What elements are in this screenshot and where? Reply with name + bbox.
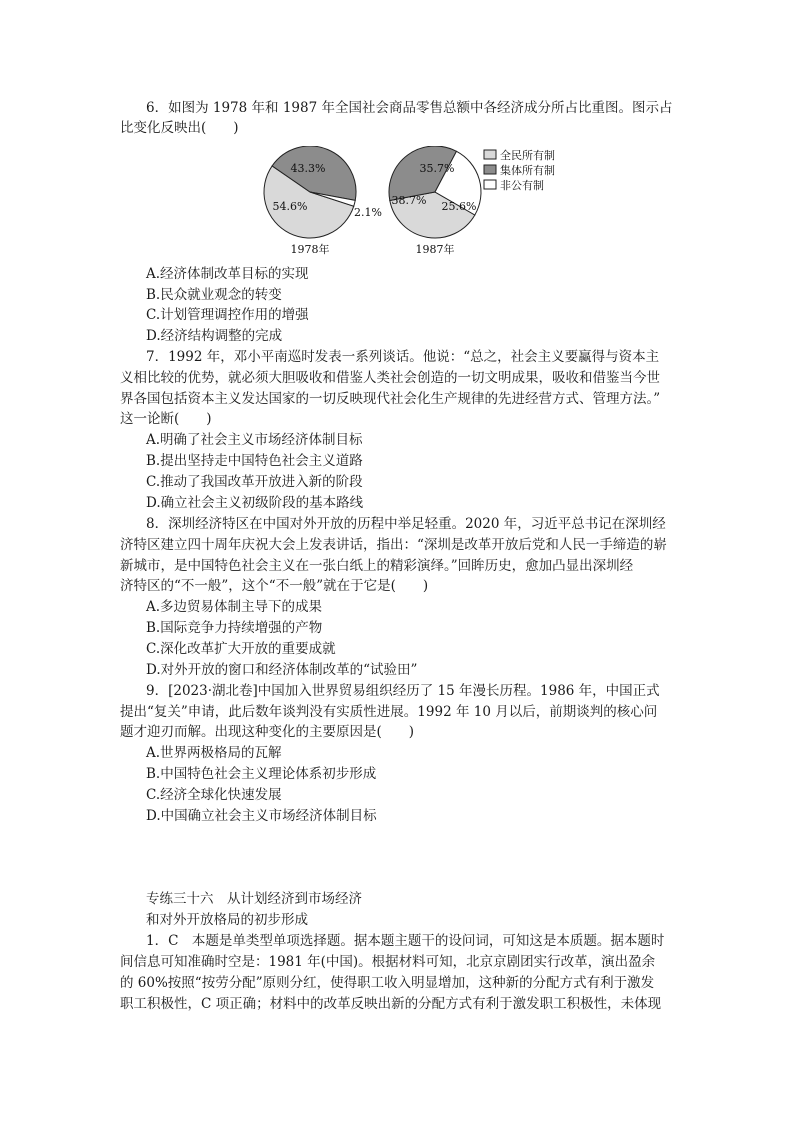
q8-line1: 8．深圳经济特区在中国对外开放的历程中举足轻重。2020 年，习近平总书记在深圳经 — [146, 516, 666, 532]
pie-charts — [262, 146, 602, 260]
answer-line2: 间信息可知准确时空是：1981 年(中国)。根据材料可知，北京京剧团实行改革，演出盈余 — [120, 954, 656, 970]
pie-1978-label: 1978年 — [290, 243, 330, 256]
q6-option-d: D.经济结构调整的完成 — [146, 328, 283, 344]
q8-line4: 济特区的“不一般”，这个“不一般”就在于它是( ) — [120, 578, 429, 594]
pie-value-label: 35.7% — [419, 162, 455, 175]
pie-value-label: 25.6% — [441, 200, 477, 213]
legend-label: 集体所有制 — [500, 164, 555, 177]
pie-1987-label: 1987年 — [415, 243, 455, 256]
q9-option-d: D.中国确立社会主义市场经济体制目标 — [146, 808, 377, 824]
legend-label: 非公有制 — [500, 179, 544, 192]
q7-option-d: D.确立社会主义初级阶段的基本路线 — [146, 495, 364, 511]
q6-option-a: A.经济体制改革目标的实现 — [146, 266, 309, 282]
legend — [484, 148, 555, 192]
q8-option-a: A.多边贸易体制主导下的成果 — [146, 599, 323, 615]
q7-option-a: A.明确了社会主义市场经济体制目标 — [146, 432, 363, 448]
legend-swatch — [484, 150, 496, 159]
pie-value-label: 54.6% — [272, 200, 308, 213]
q9-option-a: A.世界两极格局的瓦解 — [146, 745, 282, 761]
legend-swatch — [484, 165, 496, 174]
q9-option-c: C.经济全球化快速发展 — [146, 787, 282, 803]
q8-option-c: C.深化改革扩大开放的重要成就 — [146, 641, 336, 657]
q9-line1: 9．[2023·湖北卷]中国加入世界贸易组织经历了 15 年漫长历程。1986 年，中国正式 — [146, 683, 660, 699]
q7-line3: 界各国包括资本主义发达国家的一切反映现代社会化生产规律的先进经营方式、管理方法。” — [120, 391, 661, 407]
q7-line4: 这一论断( ) — [120, 411, 212, 427]
q7-line2: 义相比较的优势，就必须大胆吸收和借鉴人类社会创造的一切文明成果，吸收和借鉴当今世 — [120, 370, 660, 386]
q7-option-b: B.提出坚持走中国特色社会主义道路 — [146, 453, 363, 469]
q6-option-b: B.民众就业观念的转变 — [146, 287, 282, 303]
answers-title-line1: 专练三十六 从计划经济到市场经济 — [146, 891, 362, 907]
legend-label: 全民所有制 — [500, 149, 555, 162]
pie-value-label: 2.1% — [354, 206, 382, 219]
q7-line1: 7．1992 年，邓小平南巡时发表一系列谈话。他说：“总之，社会主义要赢得与资本主 — [146, 349, 660, 365]
q9-option-b: B.中国特色社会主义理论体系初步形成 — [146, 766, 377, 782]
q6-stem-line2: 比变化反映出( ) — [120, 120, 239, 136]
q9-line2: 提出“复关”申请，此后数年谈判没有实质性进展。1992 年 10 月以后，前期谈判的核心问 — [120, 704, 658, 720]
q8-option-b: B.国际竞争力持续增强的产物 — [146, 620, 323, 636]
q9-line3: 题才迎刃而解。出现这种变化的主要原因是( ) — [120, 724, 415, 740]
legend-swatch — [484, 180, 496, 189]
answer-line3: 的 60%按照“按劳分配”原则分红，使得职工收入明显增加，这种新的分配方式有利于激发 — [120, 975, 655, 991]
q8-line2: 济特区建立四十周年庆祝大会上发表讲话，指出：“深圳是改革开放后党和人民一手缔造的崭 — [120, 537, 667, 553]
pie-1978 — [264, 146, 382, 238]
pie-1987 — [389, 146, 481, 238]
answer-line1: 1．C 本题是单类型单项选择题。据本题主题干的设问词，可知这是本质题。据本题时 — [146, 933, 665, 949]
q6-stem-line1: 6．如图为 1978 年和 1987 年全国社会商品零售总额中各经济成分所占比重图。图示占 — [146, 100, 673, 116]
q6-option-c: C.计划管理调控作用的增强 — [146, 307, 309, 323]
answers-title-line2: 和对外开放格局的初步形成 — [146, 912, 308, 928]
q7-option-c: C.推动了我国改革开放进入新的阶段 — [146, 474, 363, 490]
pie-value-label: 38.7% — [391, 194, 427, 207]
q8-option-d: D.对外开放的窗口和经济体制改革的“试验田” — [146, 662, 418, 678]
q8-line3: 新城市，是中国特色社会主义在一张白纸上的精彩演绎。”回眸历史，愈加凸显出深圳经 — [120, 558, 634, 574]
answer-line4: 职工积极性，C 项正确；材料中的改革反映出新的分配方式有利于激发职工积极性，未体现 — [120, 996, 662, 1012]
pie-value-label: 43.3% — [290, 162, 326, 175]
